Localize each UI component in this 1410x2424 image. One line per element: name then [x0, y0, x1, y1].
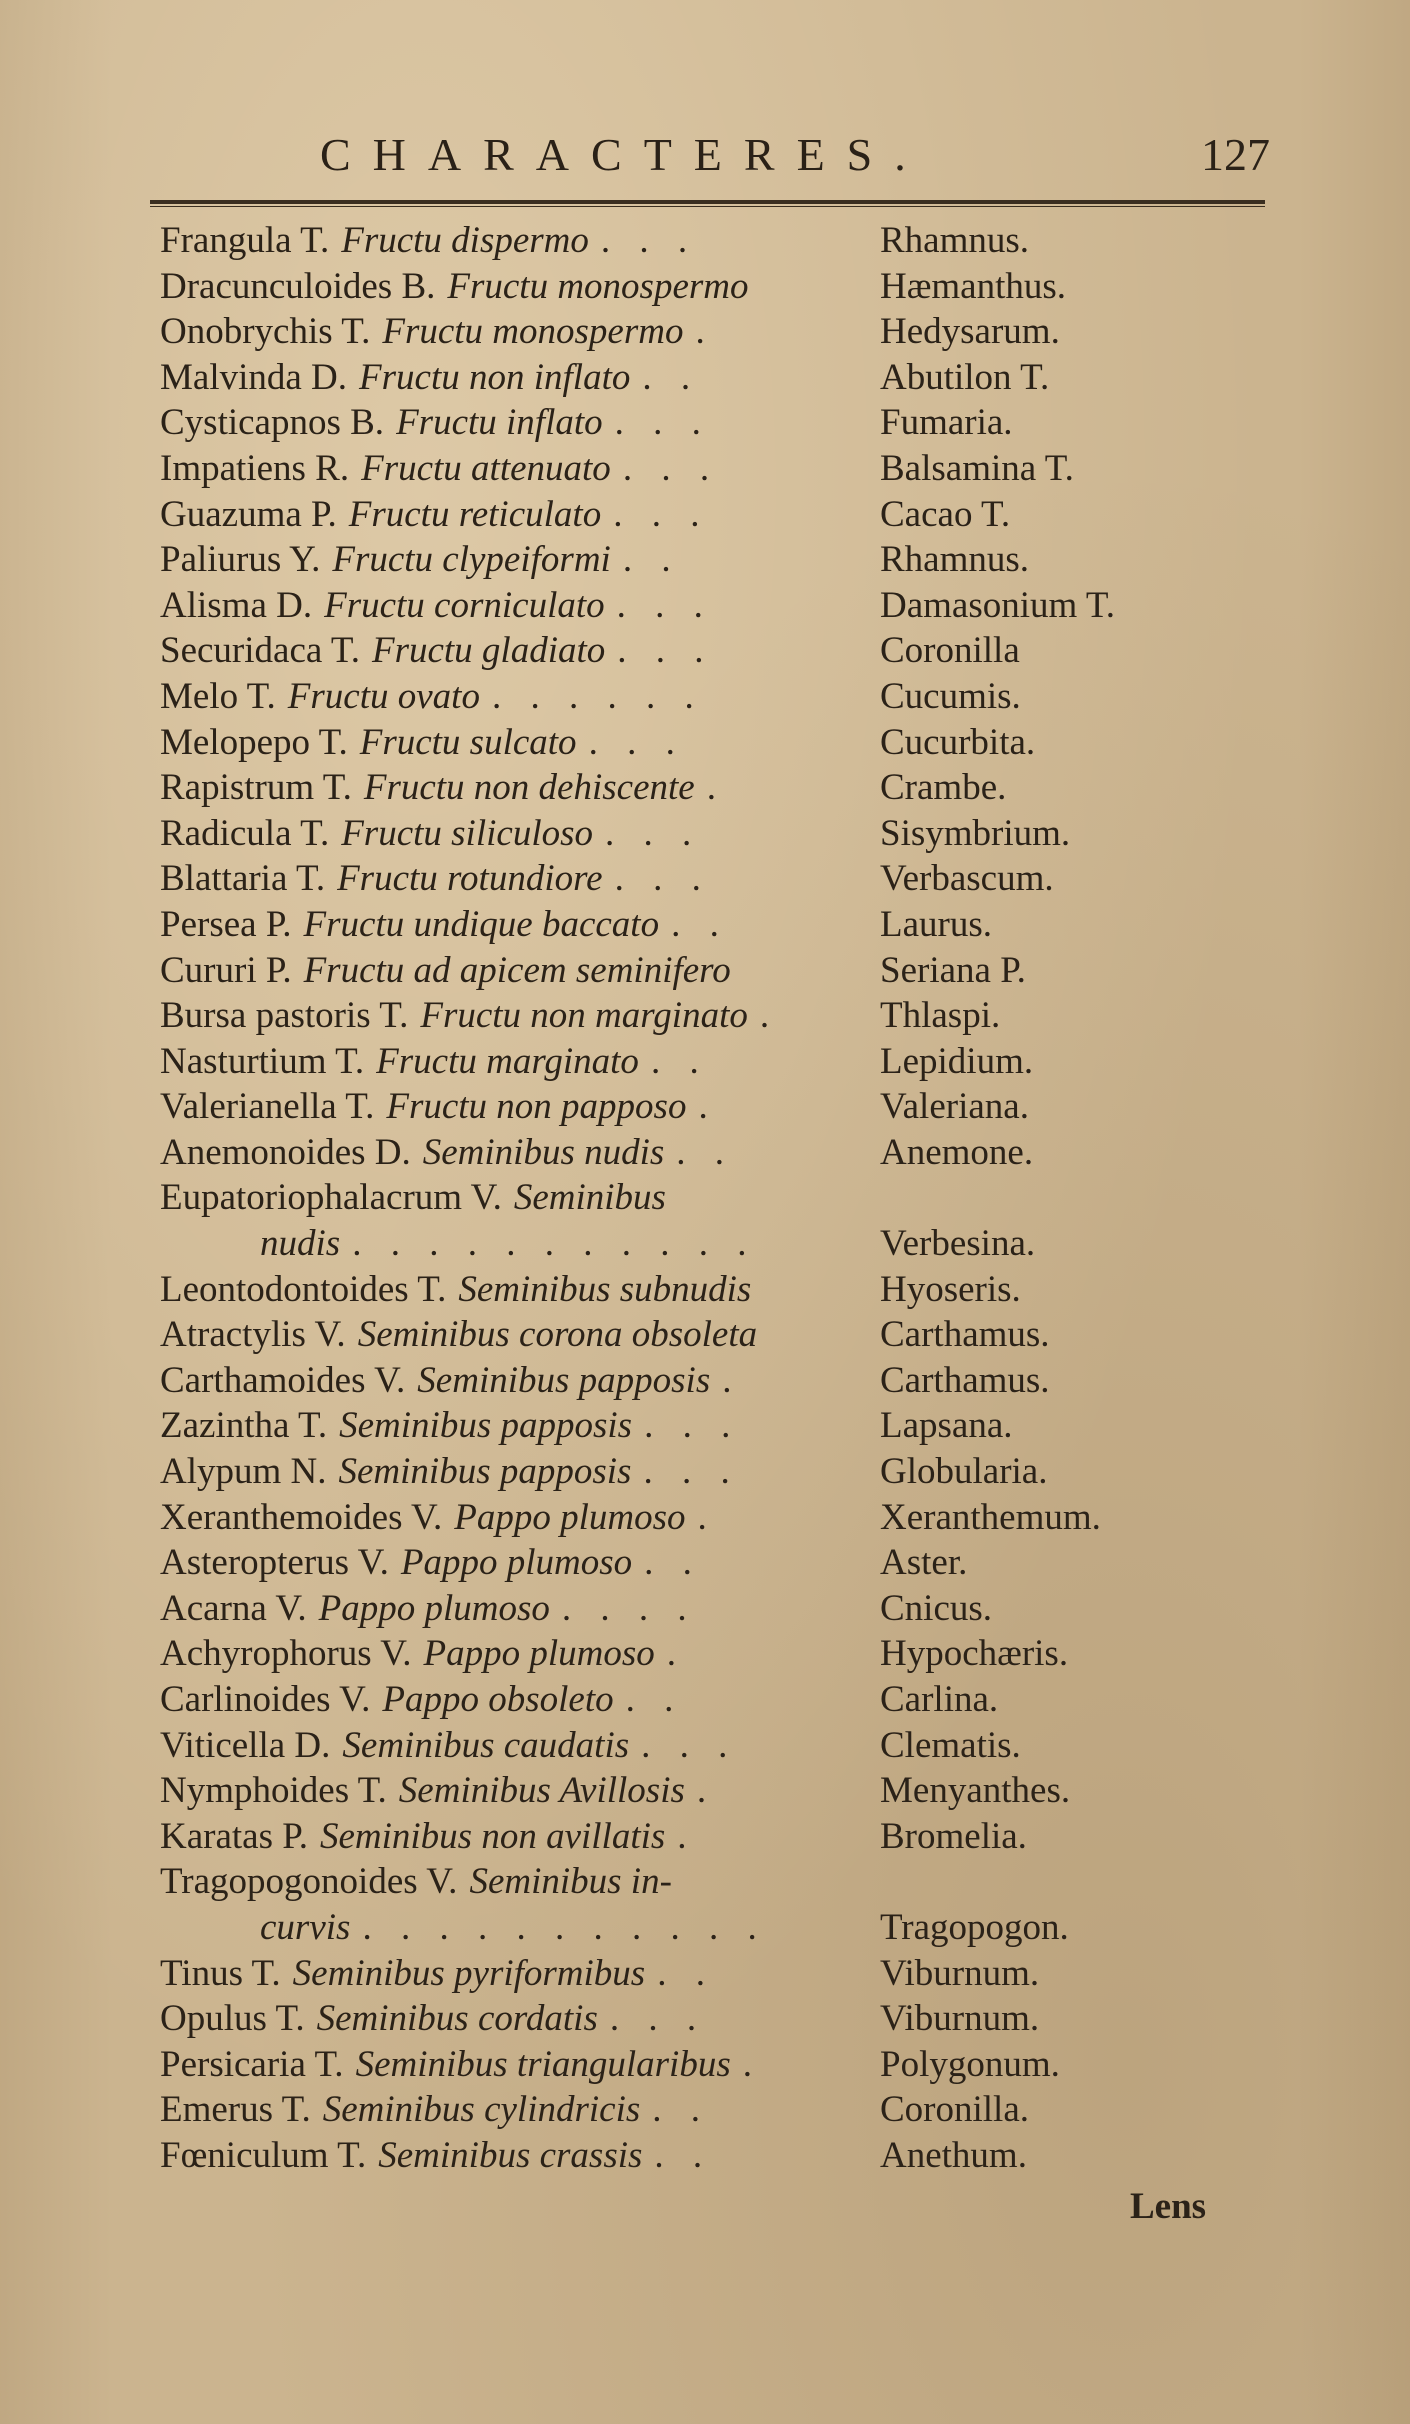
dot-leader: . [698, 1086, 718, 1128]
list-item [160, 355, 1270, 401]
synonym-name: Coronilla [880, 630, 1020, 672]
genus-name: Guazuma P. [160, 493, 337, 535]
character-description: Seminibus cordatis [316, 1998, 598, 2040]
entry-left [160, 400, 880, 446]
list-item [160, 1631, 1270, 1677]
list-item [160, 765, 1270, 811]
genus-name: Onobrychis T. [160, 311, 371, 353]
list-item [160, 1039, 1270, 1085]
dot-leader: . . . . [561, 1587, 697, 1629]
character-description-cont: curvis [260, 1906, 351, 1948]
entry-left [160, 218, 880, 264]
list-item [160, 720, 1270, 766]
list-item [160, 1723, 1270, 1769]
list-item [160, 1449, 1270, 1495]
description-continuation [260, 1221, 756, 1267]
character-description: Fructu marginato [376, 1040, 639, 1082]
genus-name: Cururi P. [160, 949, 292, 991]
genus-name: Paliurus Y. [160, 539, 321, 581]
dot-leader: . . . . . . . . . . . [362, 1906, 767, 1948]
genus-name: Tragopogonoides V. [160, 1861, 458, 1903]
synonym-name: Carthamus. [880, 1314, 1050, 1356]
dot-leader: . . . [643, 1451, 740, 1493]
entry-left [160, 674, 880, 720]
character-description: Fructu sulcato [359, 721, 577, 763]
dot-leader: . . . [613, 493, 710, 535]
synonym-name: Bromelia. [880, 1815, 1027, 1857]
dot-leader: . . [644, 1542, 702, 1584]
entry-left [160, 1175, 880, 1221]
character-description: Seminibus crassis [378, 2134, 643, 2176]
character-description: Fructu monospermo [382, 311, 684, 353]
character-description: Seminibus subnudis [458, 1268, 752, 1310]
character-description: Fructu non inflato [359, 356, 631, 398]
synonym-name: Cnicus. [880, 1587, 993, 1629]
synonym-name: Verbesina. [880, 1223, 1036, 1265]
genus-name: Alypum N. [160, 1451, 327, 1493]
dot-leader: . . . [641, 1724, 738, 1766]
synonym-name: Crambe. [880, 767, 1007, 809]
genus-name: Zazintha T. [160, 1405, 328, 1447]
synonym-name: Hyoseris. [880, 1268, 1021, 1310]
character-description: Pappo plumoso [318, 1587, 550, 1629]
entry-left [160, 948, 880, 994]
genus-name: Valerianella T. [160, 1086, 375, 1128]
catchword: Lens [1130, 2186, 1207, 2227]
list-item [160, 537, 1270, 583]
synonym-name: Anemone. [880, 1131, 1034, 1173]
entry-left [160, 2042, 880, 2088]
dot-leader: . [759, 995, 780, 1037]
character-description: Fructu corniculato [324, 584, 605, 626]
character-description: Pappo plumoso [454, 1496, 686, 1538]
list-item [160, 674, 1270, 720]
genus-name: Rapistrum T. [160, 767, 352, 809]
synonym-name: Sisymbrium. [880, 812, 1071, 854]
list-item [160, 2087, 1270, 2133]
dot-leader: . . . [616, 584, 713, 626]
character-description: Seminibus nudis [422, 1131, 665, 1173]
entry-left [160, 2133, 880, 2179]
dot-leader: . [696, 1770, 717, 1812]
entry-left [160, 309, 880, 355]
dot-leader: . [706, 767, 726, 809]
character-description: Seminibus corona obsoleta [357, 1314, 758, 1356]
dot-leader: . [722, 1359, 742, 1401]
synonym-name: Xeranthemum. [880, 1496, 1101, 1538]
character-description: Seminibus papposis [417, 1359, 711, 1401]
genus-name: Karatas P. [160, 1815, 308, 1857]
entry-left [160, 628, 880, 674]
character-description: Seminibus pyriformibus [292, 1952, 646, 1994]
entry-left [160, 1540, 880, 1586]
genus-list [160, 218, 1270, 2179]
entry-left [160, 1859, 880, 1905]
list-item [160, 1859, 1270, 1950]
list-item [160, 2133, 1270, 2179]
genus-name: Asteropterus V. [160, 1542, 389, 1584]
synonym-name: Carthamus. [880, 1359, 1050, 1401]
synonym-name: Globularia. [880, 1451, 1048, 1493]
list-item [160, 1996, 1270, 2042]
character-description: Seminibus non avillatis [319, 1815, 666, 1857]
character-description: Fructu inflato [396, 402, 603, 444]
dot-leader: . . . . . . [491, 675, 704, 717]
dot-leader: . [677, 1815, 697, 1857]
genus-name: Radicula T. [160, 812, 330, 854]
entry-left [160, 1403, 880, 1449]
entry-left [160, 1358, 880, 1404]
character-description: Fructu dispermo [341, 220, 589, 261]
synonym-name: Cacao T. [880, 493, 1011, 535]
synonym-name: Verbascum. [880, 858, 1054, 900]
character-description: Seminibus [513, 1177, 666, 1219]
dot-leader: . . [622, 539, 681, 581]
entry-left [160, 1586, 880, 1632]
synonym-name: Polygonum. [880, 2043, 1060, 2085]
dot-leader: . . [671, 903, 729, 945]
character-description: Fructu non marginato [420, 995, 748, 1037]
dot-leader: . . . [622, 447, 720, 489]
page-header [150, 128, 1270, 188]
entry-left [160, 1449, 880, 1495]
genus-name: Impatiens R. [160, 447, 350, 489]
genus-name: Viticella D. [160, 1724, 331, 1766]
entry-left [160, 1768, 880, 1814]
genus-name: Persea P. [160, 903, 292, 945]
entry-left [160, 264, 880, 310]
genus-name: Xeranthemoides V. [160, 1496, 443, 1538]
dot-leader: . . . [614, 858, 711, 900]
synonym-name: Lepidium. [880, 1040, 1034, 1082]
entry-left [160, 1677, 880, 1723]
synonym-name: Aster. [880, 1542, 968, 1584]
list-item [160, 856, 1270, 902]
list-item [160, 1175, 1270, 1266]
entry-left [160, 1084, 880, 1130]
genus-name: Dracunculoides B. [160, 265, 436, 307]
dot-leader: . . [642, 356, 701, 398]
entry-left [160, 492, 880, 538]
character-description: Fructu ovato [287, 675, 480, 717]
dot-leader: . . [657, 1952, 715, 1994]
synonym-name: Carlina. [880, 1679, 999, 1720]
synonym-name: Hedysarum. [880, 311, 1060, 353]
character-description: Fructu non dehiscente [363, 767, 695, 809]
entry-left [160, 902, 880, 948]
synonym-name: Anethum. [880, 2134, 1027, 2176]
list-item [160, 583, 1270, 629]
genus-name: Securidaca T. [160, 630, 360, 672]
dot-leader: . [697, 1496, 717, 1538]
character-description: Seminibus in- [469, 1861, 672, 1903]
list-item [160, 1267, 1270, 1313]
list-item [160, 902, 1270, 948]
entry-left [160, 765, 880, 811]
genus-name: Melo T. [160, 675, 276, 717]
character-description: Fructu rotundiore [337, 858, 603, 900]
synonym-name: Viburnum. [880, 1998, 1040, 2040]
entry-left [160, 1267, 880, 1313]
entry-left [160, 537, 880, 583]
running-title: CHARACTERES. [320, 129, 928, 180]
synonym-name: Rhamnus. [880, 539, 1030, 581]
entry-left [160, 1130, 880, 1176]
list-item [160, 1814, 1270, 1860]
genus-name: Acarna V. [160, 1587, 307, 1629]
dot-leader: . . [625, 1679, 684, 1720]
entry-left [160, 1495, 880, 1541]
character-description: Fructu undique baccato [303, 903, 660, 945]
dot-leader: . . [652, 2089, 711, 2131]
entry-left [160, 1039, 880, 1085]
entry-left [160, 1814, 880, 1860]
dot-leader: . . . [605, 812, 702, 854]
character-description: Seminibus triangularibus [355, 2043, 731, 2085]
entry-left [160, 446, 880, 492]
dot-leader: . . [650, 1040, 709, 1082]
dot-leader: . . . . . . . . . . . [352, 1223, 757, 1265]
genus-name: Emerus T. [160, 2089, 311, 2131]
genus-name: Tinus T. [160, 1952, 281, 1994]
synonym-name: Abutilon T. [880, 356, 1050, 398]
list-item [160, 446, 1270, 492]
genus-name: Bursa pastoris T. [160, 995, 409, 1037]
list-item [160, 309, 1270, 355]
entry-left [160, 355, 880, 401]
list-item [160, 218, 1270, 264]
character-description: Seminibus Avillosis [398, 1770, 685, 1812]
synonym-name: Damasonium T. [880, 584, 1115, 626]
page-number: 127 [1201, 129, 1270, 180]
genus-name: Melopepo T. [160, 721, 348, 763]
dot-leader: . . . [617, 630, 714, 672]
list-item [160, 1403, 1270, 1449]
synonym-name: Viburnum. [880, 1952, 1040, 1994]
character-description: Fructu gladiato [371, 630, 606, 672]
character-description: Seminibus papposis [339, 1405, 633, 1447]
dot-leader: . . [654, 2134, 713, 2176]
genus-name: Eupatoriophalacrum V. [160, 1177, 502, 1219]
genus-name: Persicaria T. [160, 2043, 344, 2085]
list-item [160, 1677, 1270, 1723]
entry-left [160, 1996, 880, 2042]
synonym-name: Balsamina T. [880, 447, 1074, 489]
list-item [160, 492, 1270, 538]
synonym-name: Hypochæris. [880, 1633, 1069, 1675]
entry-left [160, 2087, 880, 2133]
list-item [160, 2042, 1270, 2088]
description-continuation [260, 1905, 767, 1951]
synonym-name: Lapsana. [880, 1405, 1013, 1447]
dot-leader: . . . [600, 220, 698, 261]
genus-name: Carlinoides V. [160, 1679, 371, 1720]
list-item [160, 1358, 1270, 1404]
dot-leader: . [695, 311, 715, 353]
genus-name: Cysticapnos B. [160, 402, 385, 444]
list-item [160, 1951, 1270, 1997]
genus-name: Nasturtium T. [160, 1040, 365, 1082]
entry-left [160, 720, 880, 766]
entry-left [160, 1312, 880, 1358]
synonym-name: Fumaria. [880, 402, 1013, 444]
character-description: Seminibus caudatis [342, 1724, 630, 1766]
entry-left [160, 856, 880, 902]
character-description: Fructu clypeiformi [332, 539, 611, 581]
dot-leader: . . . [588, 721, 685, 763]
list-item [160, 1130, 1270, 1176]
genus-name: Atractylis V. [160, 1314, 346, 1356]
genus-name: Nymphoides T. [160, 1770, 387, 1812]
dot-leader: . [666, 1633, 686, 1675]
synonym-name: Cucurbita. [880, 721, 1036, 763]
entry-left [160, 1723, 880, 1769]
synonym-name: Thlaspi. [880, 995, 1001, 1037]
character-description: Pappo plumoso [423, 1633, 655, 1675]
list-item [160, 1768, 1270, 1814]
list-item [160, 1540, 1270, 1586]
list-item [160, 1495, 1270, 1541]
synonym-name: Hæmanthus. [880, 265, 1067, 307]
character-description: Seminibus cylindricis [322, 2089, 641, 2131]
character-description-cont: nudis [260, 1223, 341, 1265]
list-item [160, 1312, 1270, 1358]
character-description: Fructu reticulato [348, 493, 602, 535]
list-item [160, 811, 1270, 857]
synonym-name: Rhamnus. [880, 220, 1030, 261]
dot-leader: . . . [609, 1998, 707, 2040]
character-description: Pappo plumoso [400, 1542, 633, 1584]
character-description: Fructu attenuato [361, 447, 611, 489]
character-description: Seminibus papposis [338, 1451, 632, 1493]
synonym-name: Laurus. [880, 903, 992, 945]
entry-left [160, 583, 880, 629]
genus-name: Opulus T. [160, 1998, 305, 2040]
dot-leader: . . [676, 1131, 735, 1173]
list-item [160, 1586, 1270, 1632]
genus-name: Malvinda D. [160, 356, 348, 398]
list-item [160, 400, 1270, 446]
synonym-name: Menyanthes. [880, 1770, 1071, 1812]
list-item [160, 1084, 1270, 1130]
character-description: Pappo obsoleto [382, 1679, 614, 1720]
synonym-name: Cucumis. [880, 675, 1021, 717]
synonym-name: Tragopogon. [880, 1906, 1069, 1948]
character-description: Fructu ad apicem seminifero [303, 949, 731, 991]
synonym-name: Clematis. [880, 1724, 1021, 1766]
genus-name: Leontodontoides T. [160, 1268, 447, 1310]
genus-name: Alisma D. [160, 584, 313, 626]
genus-name: Carthamoides V. [160, 1359, 406, 1401]
character-description: Fructu non papposo [386, 1086, 687, 1128]
synonym-name: Seriana P. [880, 949, 1026, 991]
genus-name: Frangula T. [160, 220, 330, 261]
genus-name: Fœniculum T. [160, 2134, 367, 2176]
list-item [160, 628, 1270, 674]
header-rule [150, 200, 1265, 207]
synonym-name: Valeriana. [880, 1086, 1029, 1128]
entry-left [160, 1951, 880, 1997]
genus-name: Anemonoides D. [160, 1131, 411, 1173]
dot-leader: . . . [614, 402, 711, 444]
character-description: Fructu monospermo [447, 265, 749, 307]
genus-name: Achyrophorus V. [160, 1633, 412, 1675]
genus-name: Blattaria T. [160, 858, 326, 900]
list-item [160, 948, 1270, 994]
synonym-name: Coronilla. [880, 2089, 1030, 2131]
dot-leader: . . . [644, 1405, 741, 1447]
list-item [160, 993, 1270, 1039]
entry-left [160, 1631, 880, 1677]
entry-left [160, 811, 880, 857]
character-description: Fructu siliculoso [341, 812, 593, 854]
dot-leader: . [742, 2043, 762, 2085]
entry-left [160, 993, 880, 1039]
list-item [160, 264, 1270, 310]
